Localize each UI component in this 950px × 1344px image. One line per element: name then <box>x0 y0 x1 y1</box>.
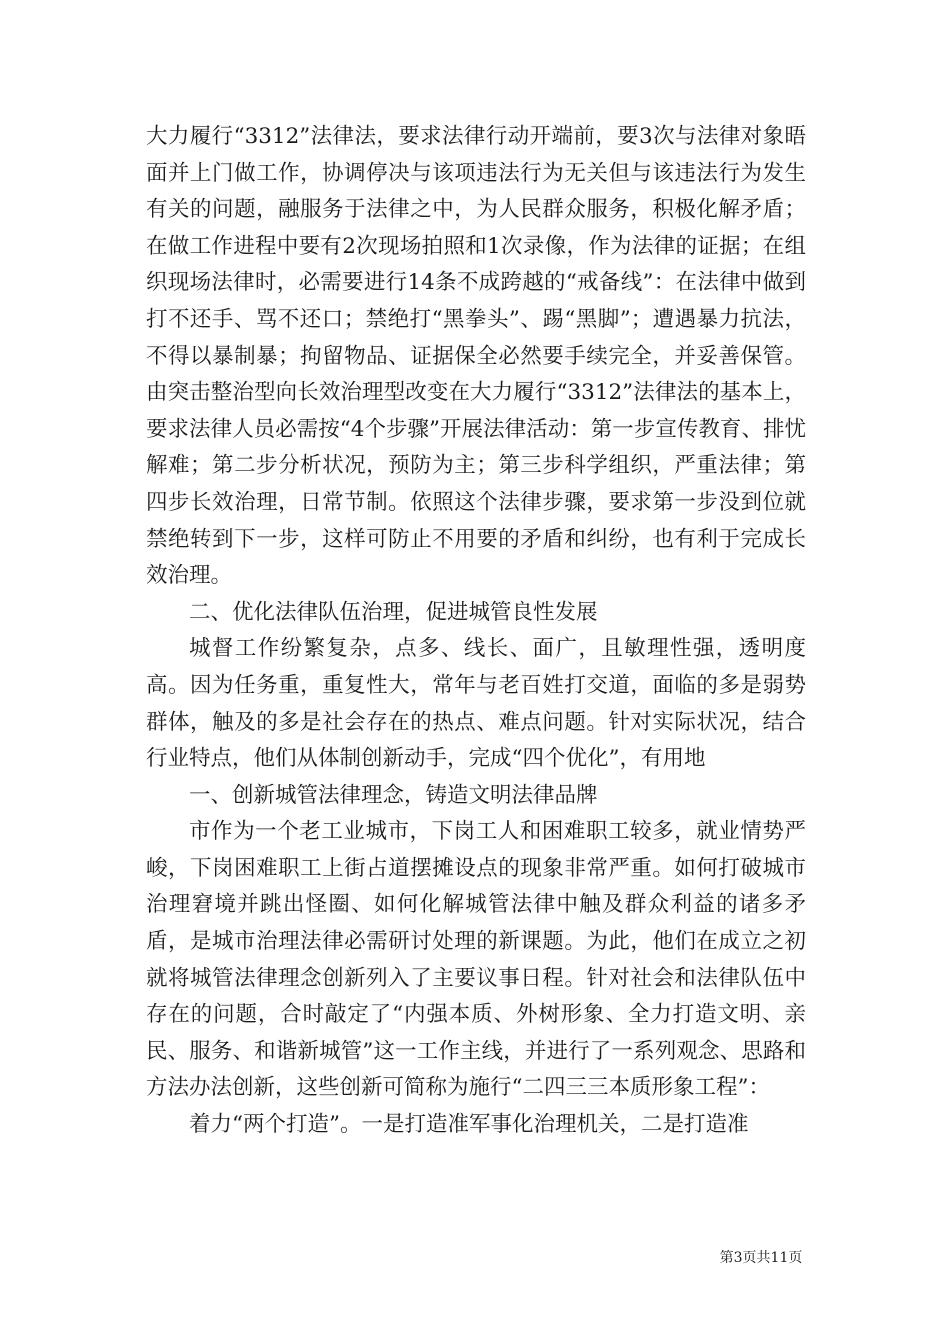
paragraph-5: 市作为一个老工业城市，下岗工人和困难职工较多，就业情势严峻，下岗困难职工上街占道摆摊设点的现象非常严重。如何打破城市治理窘境并跳出怪圈、如何化解城管法律中触及群众利益的诸多矛盾，是城市治理法律必需研讨处理的新课题。为此，他们在成立之初就将城管法律理念创新列入了主要议事日程。针对社会和法律队伍中存在的问题，合时敲定了“内强本质、外树形象、全力打造文明、亲民、服务、和谐新城管”这一工作主线，并进行了一系列观念、思路和方法办法创新，这些创新可简称为施行“二四三三本质形象工程”： <box>146 819 806 1101</box>
page-number: 第3页共11页 <box>719 1250 803 1266</box>
paragraph-6: 着力“两个打造”。一是打造准军事化治理机关，二是打造准 <box>189 1112 749 1138</box>
page-footer <box>0 1247 950 1267</box>
paragraph-3: 城督工作纷繁复杂，点多、线长、面广，且敏理性强，透明度高。因为任务重，重复性大，常年与老百姓打交道，面临的多是弱势群体，触及的多是社会存在的热点、难点问题。针对实际状况，结合行业特点，他们从体制创新动手，完成“四个优化”，有用地 <box>146 636 806 772</box>
section-heading-4: 一、创新城管法律理念，铸造文明法律品牌 <box>189 782 598 808</box>
document-body <box>146 119 806 1144</box>
paragraph-1: 大力履行“3312”法律法，要求法律行动开端前，要3次与法律对象晤面并上门做工作，协调停决与该项违法行为无关但与该违法行为发生有关的问题，融服务于法律之中，为人民群众服务，积极化解矛盾；在做工作进程中要有2次现场拍照和1次录像，作为法律的证据；在组织现场法律时，必需要进行14条不成跨越的“戒备线”：在法律中做到打不还手、骂不还口；禁绝打“黑拳头”、踢“黑脚”；遭遇暴力抗法，不得以暴制暴；拘留物品、证据保全必然要手续完全，并妥善保管。由突击整治型向长效治理型改变在大力履行“3312”法律法的基本上，要求法律人员必需按“4个步骤”开展法律活动：第一步宣传教育、排忧解难；第二步分析状况，预防为主；第三步科学组织，严重法律；第四步长效治理，日常节制。依照这个法律步骤，要求第一步没到位就禁绝转到下一步，这样可防止不用要的矛盾和纠纷，也有利于完成长效治理。 <box>146 124 806 589</box>
section-heading-2: 二、优化法律队伍治理，促进城管良性发展 <box>189 599 598 625</box>
